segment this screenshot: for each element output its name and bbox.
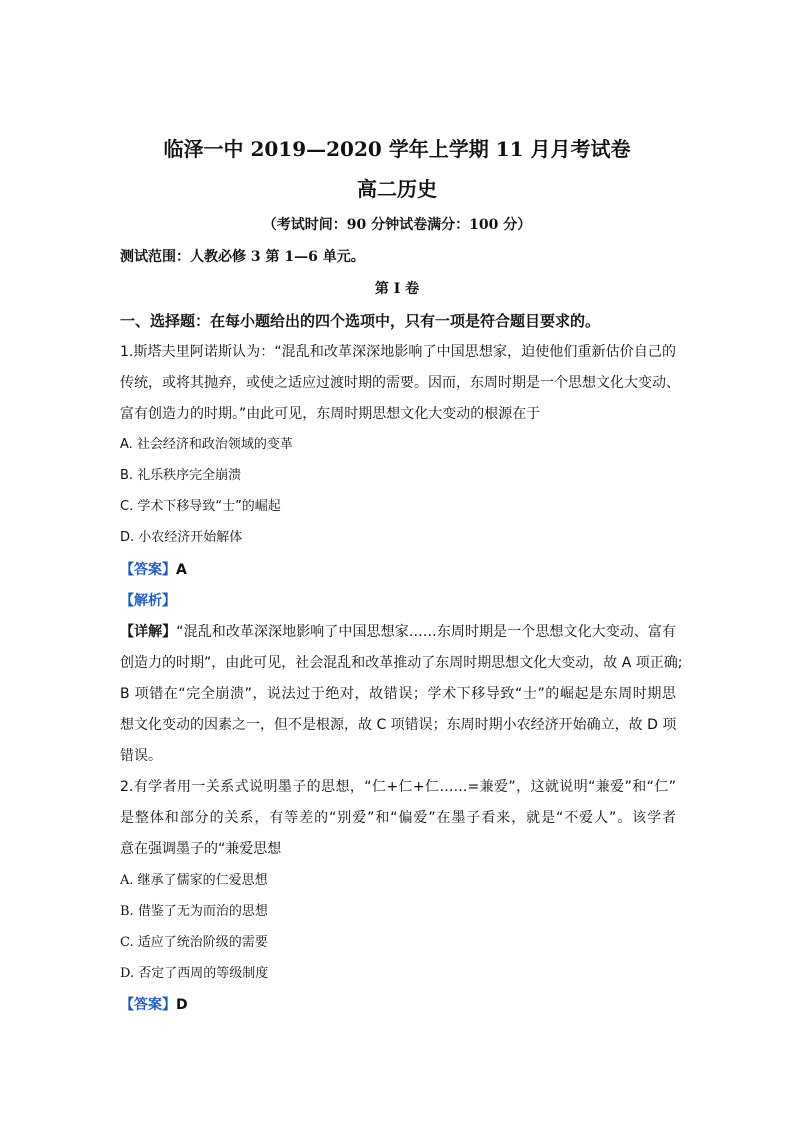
exam-subject: 高二历史 [357,177,437,201]
q1-option-d: D. 小农经济开始解体 [120,530,243,545]
answer-tag: 【答案】 [120,997,176,1013]
q2-answer [120,995,188,1015]
q1-answer [120,560,187,580]
q1-stem-line-1: 1.斯塔夫里阿诺斯认为：“混乱和改革深深地影响了中国思想家，迫使他们重新估价自己的 [120,344,676,360]
q1-stem-line-3: 富有创造力的时期。”由此可见，东周时期思想文化大变动的根源在于 [120,406,541,422]
q1-option-b: B. 礼乐秩序完全崩溃 [120,468,242,483]
q1-detail-line-5: 错误。 [120,748,162,764]
exam-title: 临泽一中 2019—2020 学年上学期 11 月月考试卷 [163,137,631,161]
q1-option-c: C. 学术下移导致“士”的崛起 [120,499,281,514]
answer-tag: 【答案】 [120,562,176,578]
volume-label: 第 I 卷 [374,281,420,297]
q1-option-a: A. 社会经济和政治领域的变革 [120,437,293,452]
q2-stem-line-1: 2.有学者用一关系式说明墨子的思想，“仁+仁+仁……=兼爱”，这就说明“兼爱”和“仁” [120,779,676,795]
analysis-tag: 【解析】 [120,593,176,609]
q1-detail-line-3: B 项错在“完全崩溃”，说法过于绝对，故错误；学术下移导致“士”的崛起是东周时期思 [120,686,676,702]
test-scope: 测试范围：人教必修 3 第 1—6 单元。 [120,249,365,265]
section-heading: 一、选择题：在每小题给出的四个选项中，只有一项是符合题目要求的。 [120,312,601,330]
q2-option-d: D. 否定了西周的等级制度 [120,966,269,981]
q2-option-a: A. 继承了儒家的仁爱思想 [120,873,268,888]
q2-option-b: B. 借鉴了无为而治的思想 [120,904,268,919]
exam-info: （考试时间：90 分钟试卷满分：100 分） [262,217,532,233]
detail-tag: 【详解】 [120,624,177,640]
q1-detail-line-1 [120,622,676,642]
answer-value: D [176,997,188,1013]
q1-stem-line-2: 传统，或将其抛弃，或使之适应过渡时期的需要。因而，东周时期是一个思想文化大变动、 [120,375,680,391]
answer-value: A [176,562,187,578]
q1-analysis [120,591,176,611]
q2-option-c: C. 适应了统治阶级的需要 [120,935,268,950]
q1-detail-line-2: 创造力的时期”，由此可见，社会混乱和改革推动了东周时期思想文化大变动，故 A 项正确; [120,655,683,671]
q2-stem-line-3: 意在强调墨子的“兼爱思想 [120,841,282,857]
detail-text: “混乱和改革深深地影响了中国思想家……东周时期是一个思想文化大变动、富有 [176,624,676,640]
q2-stem-line-2: 是整体和部分的关系，有等差的“别爱”和“偏爱”在墨子看来，就是“不爱人”。该学者 [120,810,676,826]
q1-detail-line-4: 想文化变动的因素之一，但不是根源，故 C 项错误；东周时期小农经济开始确立，故 D 项 [120,717,677,733]
